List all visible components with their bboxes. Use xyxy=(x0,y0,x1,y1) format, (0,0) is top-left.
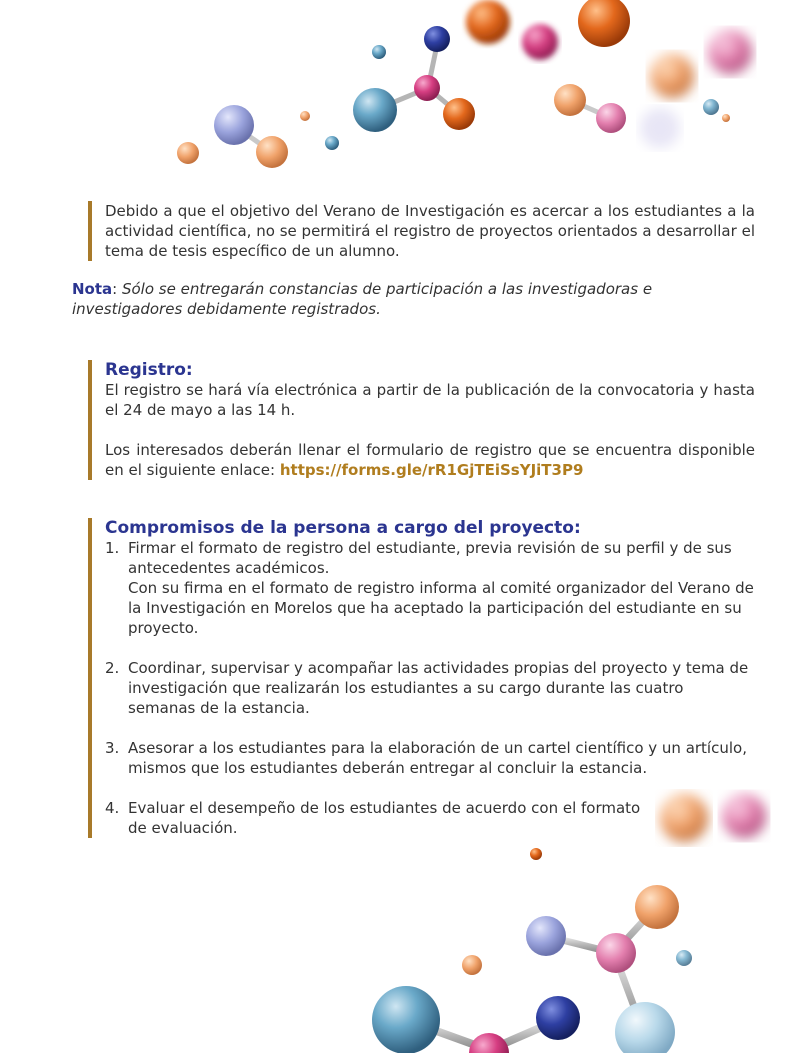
intro-text: Debido a que el objetivo del Verano de Investigación es acercar a los estudiantes a la actividad científica, no se permitirá el registro de proyectos orientados a desarrollar el tema de tesis específico de un alumno. xyxy=(105,202,755,260)
list-item-text: Asesorar a los estudiantes para la elaboración de un cartel científico y un artículo, mismos que los estudiantes deberán entregar al concluir la estancia. xyxy=(128,739,747,777)
compromisos-list xyxy=(105,538,755,838)
list-item-number: 3. xyxy=(105,739,120,757)
registro-link[interactable]: https://forms.gle/rR1GjTEiSsYJiT3P9 xyxy=(279,461,584,479)
list-item-text: Evaluar el desempeño de los estudiantes de acuerdo con el formato de evaluación. xyxy=(128,799,641,837)
list-item xyxy=(105,658,755,718)
registro-block xyxy=(88,360,755,480)
compromisos-block xyxy=(88,518,755,838)
list-item xyxy=(105,538,755,638)
note-label: Nota xyxy=(72,280,113,298)
registro-title: Registro: xyxy=(105,360,193,380)
list-item-number: 2. xyxy=(105,659,120,677)
registro-paragraph-2-text: Los interesados deberán llenar el formulario de registro que se encuentra disponible en el siguiente enlace: xyxy=(105,441,755,479)
note-text: Sólo se entregarán constancias de participación a las investigadoras e investigadores debidamente registrados. xyxy=(72,280,653,318)
list-item-number: 1. xyxy=(105,539,120,557)
intro-block xyxy=(88,201,755,261)
registro-paragraph-2 xyxy=(105,440,755,480)
note xyxy=(72,279,732,319)
compromisos-title: Compromisos de la persona a cargo del proyecto: xyxy=(105,518,581,538)
list-item xyxy=(105,798,755,838)
list-item-extra: Con su firma en el formato de registro informa al comité organizador del Verano de la Investigación en Morelos que ha aceptado la participación del estudiante en su proyecto. xyxy=(128,579,754,637)
list-item-text: Coordinar, supervisar y acompañar las actividades propias del proyecto y tema de investigación que realizarán los estudiantes a su cargo durante las cuatro semanas de la estancia. xyxy=(128,659,749,717)
note-separator: : xyxy=(112,280,122,298)
list-item-body xyxy=(128,538,755,638)
list-item-text: Firmar el formato de registro del estudiante, previa revisión de su perfil y de sus antecedentes académicos. xyxy=(128,539,732,577)
list-item xyxy=(105,738,755,778)
registro-paragraph-1: El registro se hará vía electrónica a partir de la publicación de la convocatoria y hasta el 24 de mayo a las 14 h. xyxy=(105,381,755,419)
list-item-number: 4. xyxy=(105,799,120,817)
